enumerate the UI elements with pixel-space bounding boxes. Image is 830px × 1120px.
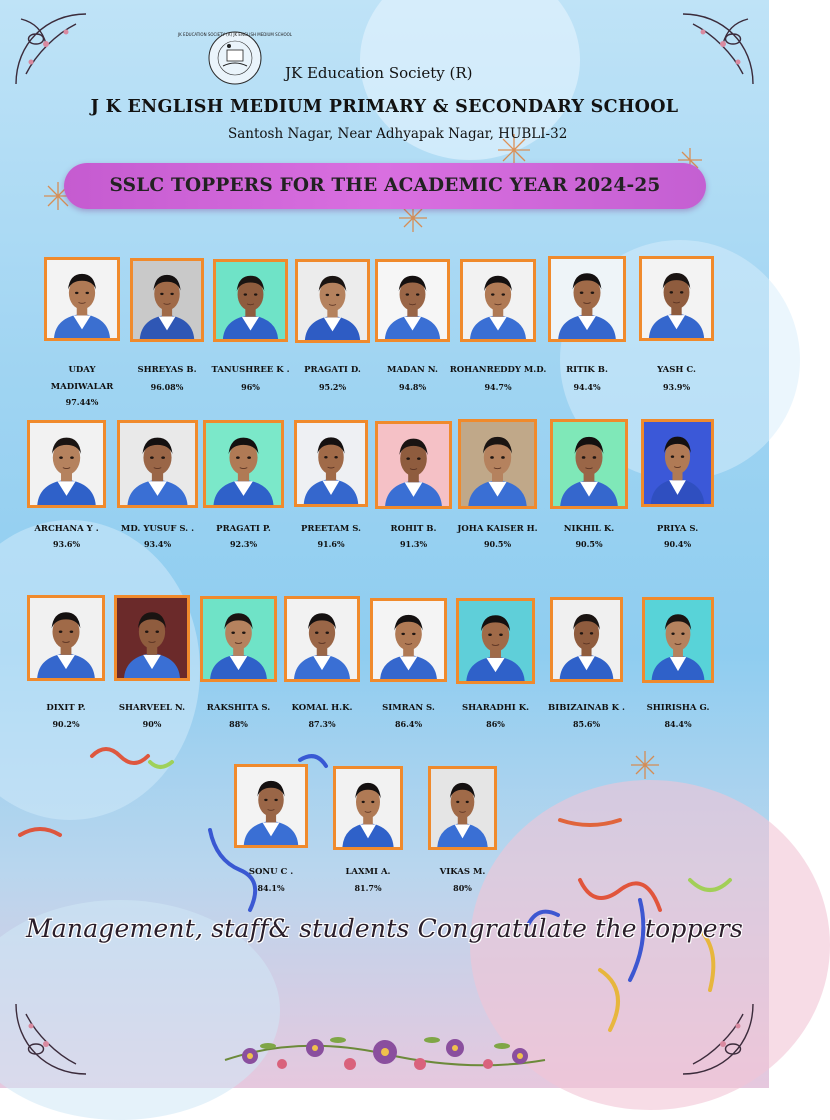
student-photo [375,421,452,509]
corner-ornament-icon [6,994,96,1084]
student-name: PRIYA S. [656,524,699,534]
student-name: SONU C . [248,867,294,877]
student-name: SHREYAS B. [137,365,197,375]
student-photo [294,420,368,507]
student-percentage: 87.3% [308,719,336,729]
student-photo [203,420,284,508]
student-name: SIMRAN S. [382,703,435,713]
student-name: MADIWALAR [50,382,114,392]
student-percentage: 90% [142,719,162,729]
floral-garland-icon [220,1020,550,1082]
student-percentage: 80% [453,883,472,893]
student-percentage: 90.2% [52,719,80,729]
student-name: TANUSHREE K . [211,365,290,375]
student-percentage: 97.44% [65,397,99,407]
student-name: PRAGATI P. [216,524,271,534]
student-photo [370,598,447,682]
student-name: ROHANREDDY M.D. [449,365,547,375]
student-name: PRAGATI D. [304,365,361,375]
student-photo [44,257,120,341]
corner-ornament-icon [673,4,763,94]
student-name: JOHA KAISER H. [457,524,538,534]
student-percentage: 90.5% [483,539,512,549]
student-photo [642,597,714,683]
congratulations-message: Management, staff& students Congratulate the toppers [26,914,743,943]
school-address: Santosh Nagar, Near Adhyapak Nagar, HUBLI-32 [228,126,568,142]
student-name: MADAN N. [387,365,438,375]
student-photo [213,259,288,342]
student-percentage: 94.7% [484,382,512,392]
corner-ornament-icon [673,994,763,1084]
student-name: BIBIZAINAB K . [548,703,625,713]
student-photo [27,420,106,508]
student-percentage: 85.6% [572,719,601,729]
student-photo [428,766,497,850]
student-percentage: 91.3% [399,539,428,549]
student-name: YASH C. [657,365,696,375]
student-name: NIKHIL K. [563,524,615,534]
student-photo [200,596,277,682]
student-percentage: 95.2% [318,382,347,392]
student-percentage: 84.1% [257,883,285,893]
student-percentage: 93.6% [52,539,81,549]
student-photo [456,598,535,684]
student-percentage: 84.4% [664,719,692,729]
student-photo [550,419,628,509]
student-percentage: 93.9% [662,382,691,392]
student-percentage: 90.4% [663,539,692,549]
student-photo [27,595,105,681]
student-photo [114,595,190,681]
student-percentage: 81.7% [354,883,382,893]
student-percentage: 90.5% [575,539,603,549]
student-photo [117,420,198,508]
student-percentage: 96.08% [150,382,184,392]
student-photo [458,419,537,509]
title-banner [64,163,706,209]
student-name: SHARVEEL N. [118,703,186,713]
student-photo [284,596,360,682]
student-percentage: 86% [486,719,505,729]
student-name: UDAY [68,365,96,375]
student-photo [548,256,626,342]
student-name: SHIRISHA G. [646,703,710,713]
student-photo [333,766,403,850]
society-name: JK Education Society (R) [285,64,473,82]
student-name: MD. YUSUF S. . [120,524,195,534]
student-name: PREETAM S. [300,524,362,534]
student-name: KOMAL H.K. [291,703,353,713]
student-photo [460,259,536,342]
student-name: ARCHANA Y . [34,524,99,534]
student-percentage: 92.3% [229,539,258,549]
school-logo-icon [177,28,293,88]
student-name: DIXIT P. [46,703,86,713]
student-photo [234,764,308,848]
student-photo [639,256,714,341]
student-percentage: 91.6% [317,539,345,549]
student-photo [375,259,450,342]
logo-text: JK EDUCATION SOCIETY (R) JK ENGLISH MEDIUM SCHOOL [177,32,293,37]
student-percentage: 93.4% [143,539,172,549]
student-name: RAKSHITA S. [206,703,271,713]
banner-title: SSLC TOPPERS FOR THE ACADEMIC YEAR 2024-25 [109,175,661,196]
student-name: SHARADHI K. [461,703,530,713]
student-percentage: 96% [241,382,260,392]
student-percentage: 94.8% [398,382,427,392]
student-percentage: 88% [229,719,248,729]
student-percentage: 86.4% [394,719,423,729]
student-photo [295,259,370,343]
student-name: VIKAS M. [439,867,486,877]
student-photo [550,597,623,682]
student-photo [130,258,204,342]
student-photo [641,419,714,507]
student-name: ROHIT B. [390,524,437,534]
student-name: LAXMI A. [345,867,391,877]
student-name: RITIK B. [566,365,608,375]
student-percentage: 94.4% [573,382,601,392]
school-name: J K ENGLISH MEDIUM PRIMARY & SECONDARY SCHOOL [90,97,679,117]
corner-ornament-icon [6,4,96,94]
